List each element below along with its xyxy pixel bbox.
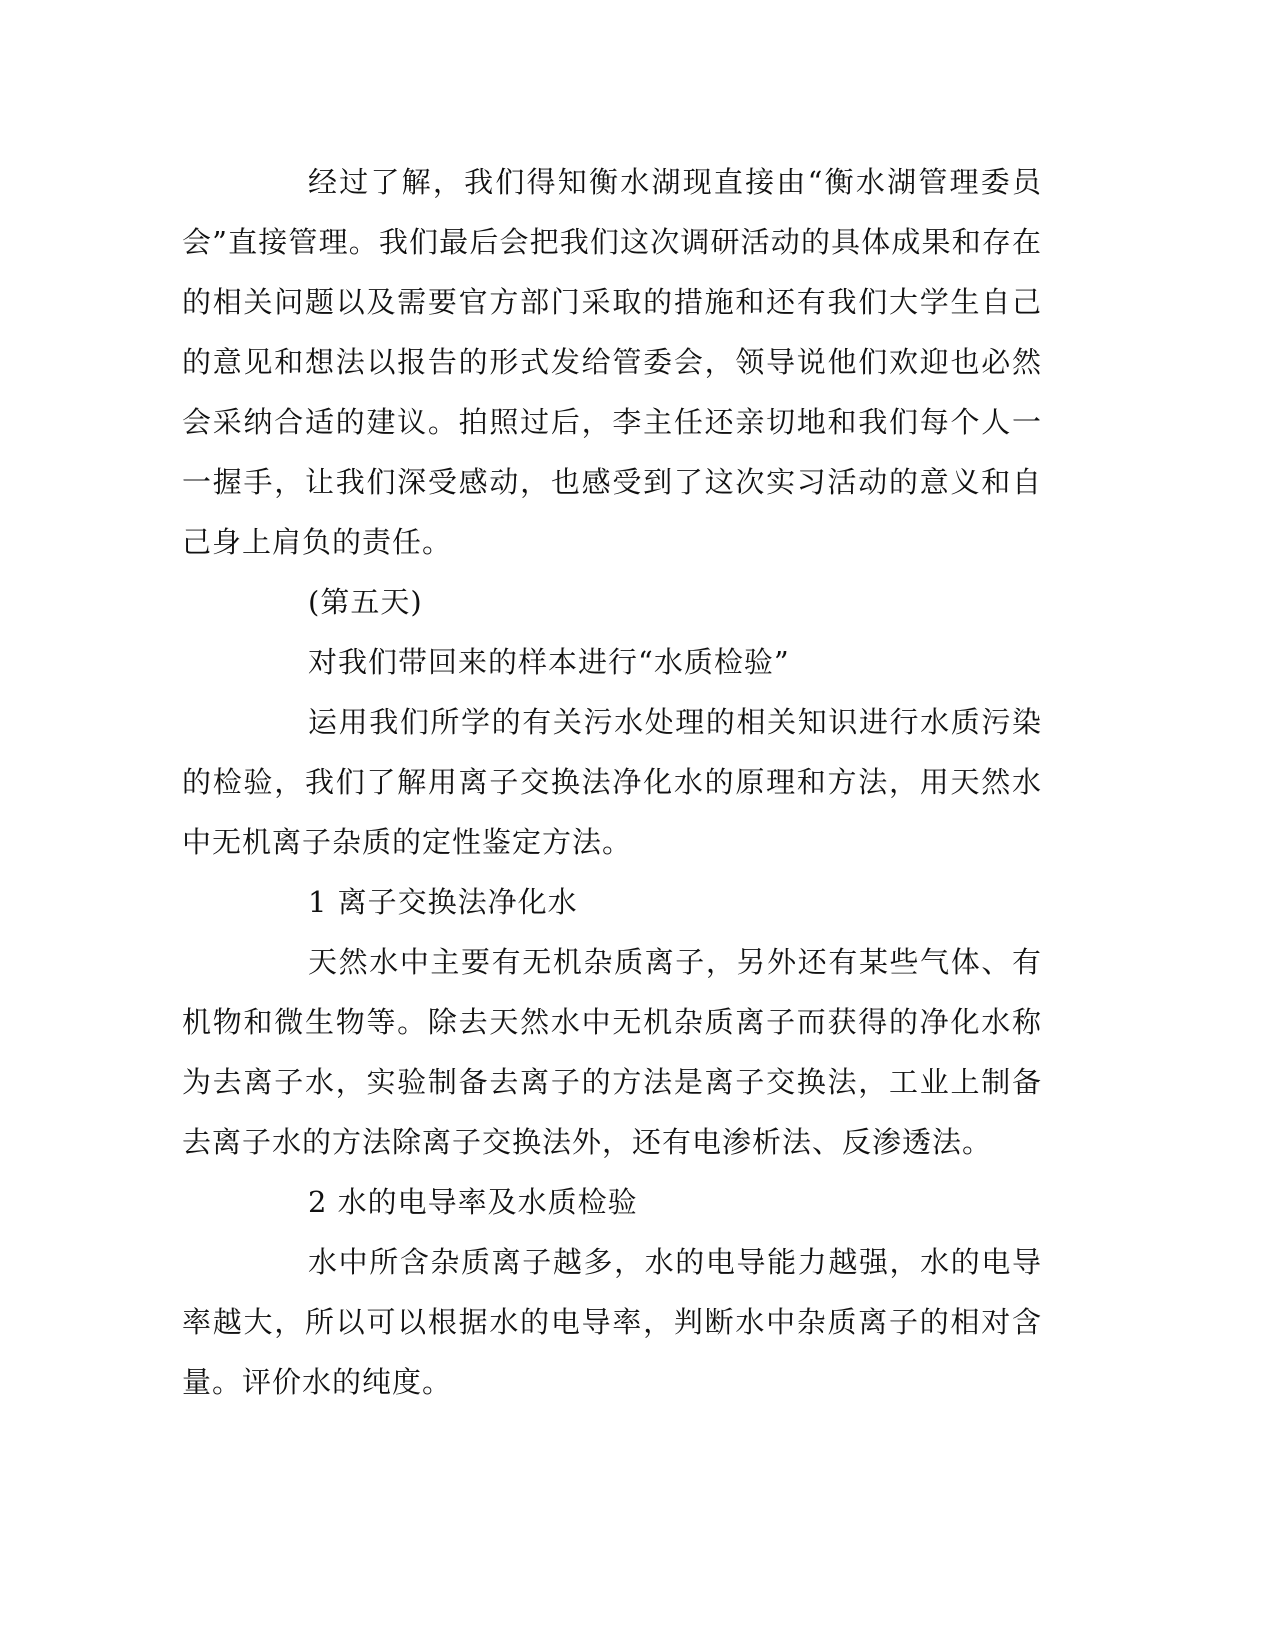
paragraph-conductivity: 水中所含杂质离子越多，水的电导能力越强，水的电导率越大，所以可以根据水的电导率，判断水中杂质离子的相对含量。评价水的纯度。 xyxy=(182,1245,1042,1399)
section-conductivity-heading: 2 水的电导率及水质检验 xyxy=(308,1185,638,1219)
day-five-heading: (第五天) xyxy=(308,585,423,619)
section-ion-exchange-heading: 1 离子交换法净化水 xyxy=(308,885,578,919)
paragraph-water-quality-method: 运用我们所学的有关污水处理的相关知识进行水质污染的检验，我们了解用离子交换法净化水的原理和方法，用天然水中无机离子杂质的定性鉴定方法。 xyxy=(182,705,1042,859)
paragraph-ion-exchange: 天然水中主要有无机杂质离子，另外还有某些气体、有机物和微生物等。除去天然水中无机杂质离子而获得的净化水称为去离子水，实验制备去离子的方法是离子交换法，工业上制备去离子水的方法除离子交换法外，还有电渗析法、反渗透法。 xyxy=(182,945,1042,1159)
paragraph-management-committee: 经过了解，我们得知衡水湖现直接由“衡水湖管理委员会”直接管理。我们最后会把我们这次调研活动的具体成果和存在的相关问题以及需要官方部门采取的措施和还有我们大学生自己的意见和想法以报告的形式发给管委会，领导说他们欢迎也必然会采纳合适的建议。拍照过后，李主任还亲切地和我们每个人一一握手，让我们深受感动，也感受到了这次实习活动的意义和自己身上肩负的责任。 xyxy=(182,165,1042,559)
water-quality-test-heading: 对我们带回来的样本进行“水质检验” xyxy=(308,645,790,679)
document-body xyxy=(182,152,1042,1412)
